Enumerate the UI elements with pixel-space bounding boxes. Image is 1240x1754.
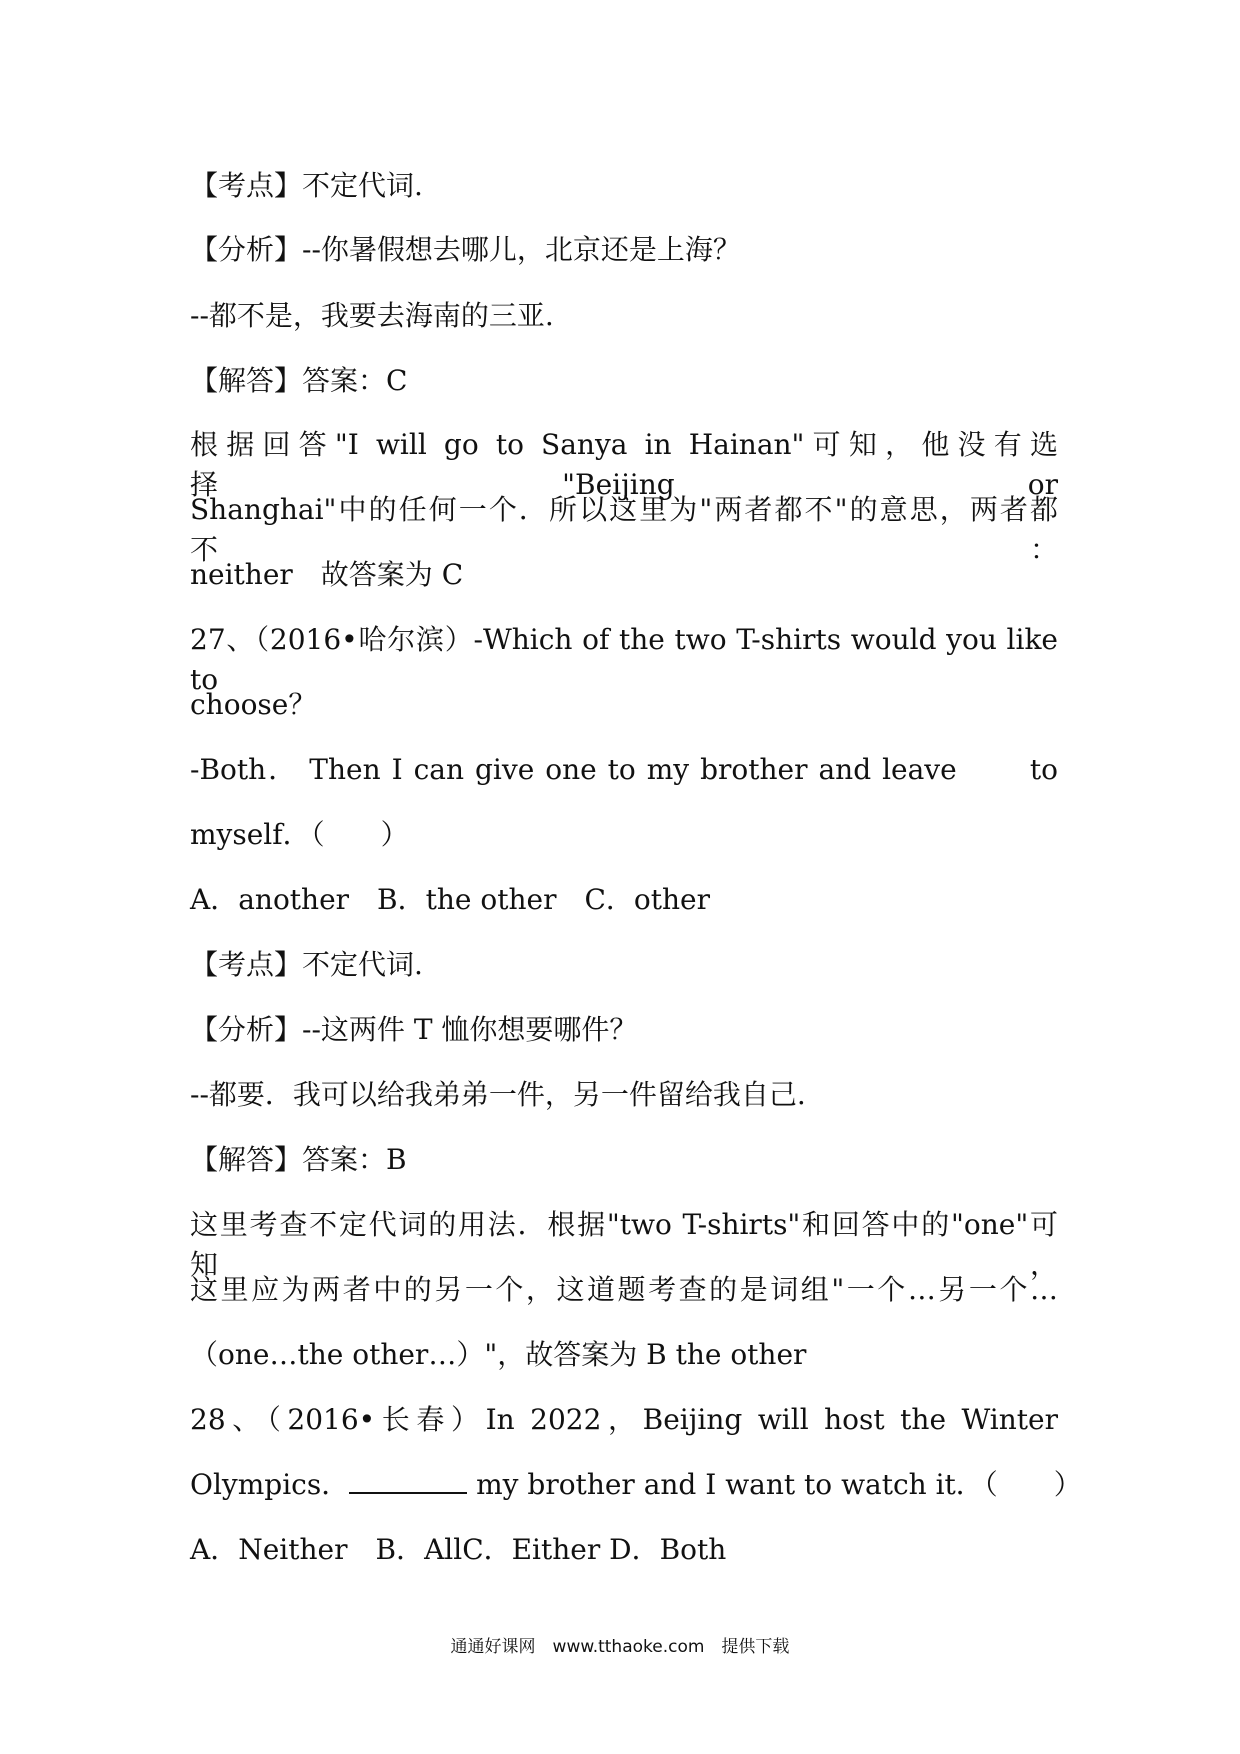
question-28-line2 [190,1465,1082,1505]
jieda-2: 【解答】答案：B [190,1143,407,1176]
explanation-1-line3: neither 故答案为 C [190,558,464,591]
fenxi-1: 【分析】--你暑假想去哪儿，北京还是上海？ [190,233,741,266]
fenxi-2-cont: --都要．我可以给我弟弟一件，另一件留给我自己. [190,1078,806,1111]
kaodian-2: 【考点】不定代词. [190,948,423,981]
jieda-1: 【解答】答案：C [190,364,408,397]
question-28-rest: my brother and I want to watch it．（ ） [476,1468,1082,1501]
question-27-line2: choose？ [190,688,317,721]
fenxi-2: 【分析】--这两件 T 恤你想要哪件？ [190,1013,638,1046]
question-28-prefix: Olympics． [190,1468,350,1501]
answer-blank [349,1466,467,1494]
question-27-line3: -Both． Then I can give one to my brother and leave to [190,753,1058,786]
fenxi-1-cont: --都不是，我要去海南的三亚. [190,299,554,332]
page-footer: 通通好课网 www.tthaoke.com 提供下载 [450,1637,790,1657]
explanation-2-line1: 这里考查不定代词的用法．根据"two T-shirts"和回答中的"one"可知， [190,1208,1058,1281]
explanation-2-line2: 这里应为两者中的另一个，这道题考查的是词组"一个…另一个… [190,1273,1058,1306]
explanation-2-line3: （one…the other…）"，故答案为 B the other [190,1338,807,1371]
explanation-1-line2: Shanghai"中的任何一个．所以这里为"两者都不"的意思，两者都不： [190,493,1058,566]
question-27-options: A．another B．the other C．other [190,883,710,916]
question-27-line4: myself．（ ） [190,818,409,851]
question-28-options: A．Neither B．AllC．Either D．Both [190,1533,727,1566]
explanation-1-line1: 根据回答"I will go to Sanya in Hainan"可知，他没有选择"Beijing or [190,428,1058,501]
kaodian-1: 【考点】不定代词. [190,169,423,202]
question-27-line1: 27、（2016•哈尔滨）-Which of the two T-shirts would you like to [190,623,1058,696]
question-28-line1: 28、（2016•长春）In 2022，Beijing will host the Winter [190,1403,1058,1436]
